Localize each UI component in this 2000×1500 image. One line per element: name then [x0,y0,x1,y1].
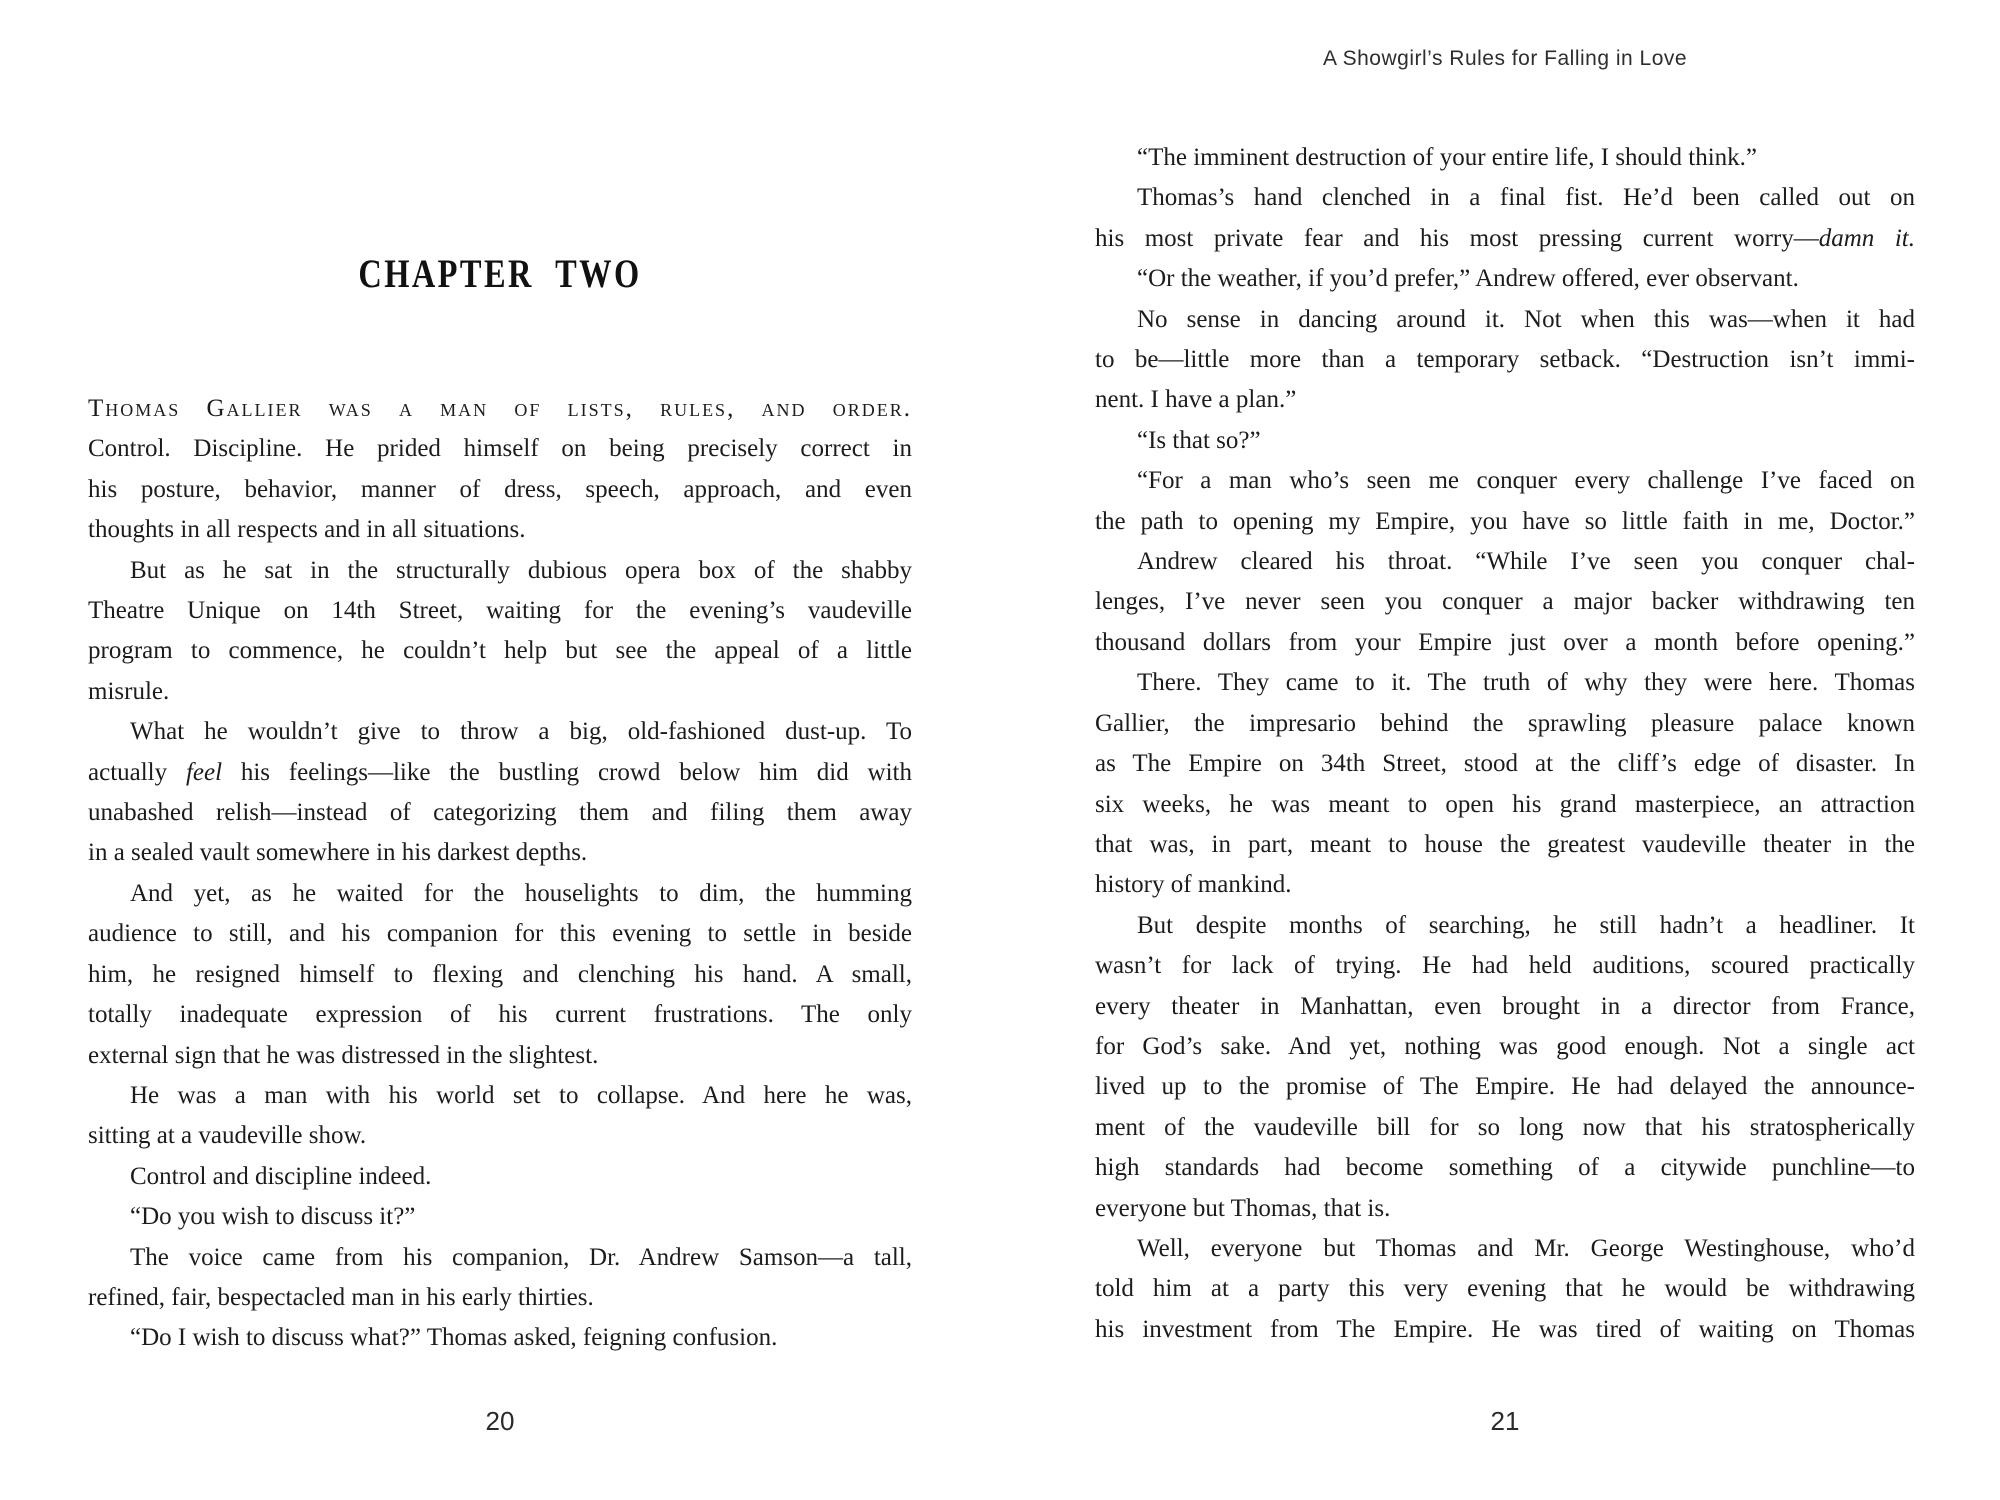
text-line: The voice came from his companion, Dr. Andrew Samson—a tall, [130,1243,912,1271]
text-line: But as he sat in the structurally dubious opera box of the shabby [130,556,912,584]
text-line: told him at a party this very evening that he would be withdrawing [1095,1275,1915,1303]
text-line: that was, in part, meant to house the greatest vaudeville theater in the [1095,830,1915,858]
running-head: A Showgirl’s Rules for Falling in Love [1322,47,1688,70]
text-line: And yet, as he waited for the houselights to dim, the humming [130,879,912,907]
text-line: “Is that so?” [1137,426,1261,454]
text-line: the path to opening my Empire, you have so little faith in me, Doctor.” [1095,507,1915,535]
right-page-number: 21 [1490,1406,1520,1436]
text-line: There. They came to it. The truth of why they were here. Thomas [1137,669,1915,697]
text-line: Control. Discipline. He prided himself on being precisely correct in [88,435,912,463]
text-line: in a sealed vault somewhere in his darkest depths. [88,839,588,867]
text-line: program to commence, he couldn’t help but see the appeal of a little [88,637,912,665]
text-line: his most private fear and his most pressing current worry—damn it. [1095,224,1915,252]
text-line: lenges, I’ve never seen you conquer a major backer withdrawing ten [1095,588,1915,616]
text-line: “Do I wish to discuss what?” Thomas asked, feigning confusion. [130,1324,778,1352]
text-line: ment of the vaudeville bill for so long now that his stratospherically [1095,1113,1915,1141]
text-line: to be—little more than a temporary setback. “Destruction isn’t immi- [1095,346,1915,374]
text-line: What he wouldn’t give to throw a big, old-fashioned dust-up. To [130,718,912,746]
text-line: “Do you wish to discuss it?” [130,1203,416,1231]
text-line: Thomas’s hand clenched in a final fist. He’d been called out on [1137,184,1915,212]
text-line: history of mankind. [1095,871,1292,899]
text-line: everyone but Thomas, that is. [1095,1194,1391,1222]
page-right [1000,0,2000,1500]
text-line: nent. I have a plan.” [1095,386,1297,414]
text-line: him, he resigned himself to flexing and clenching his hand. A small, [88,960,912,988]
text-line: unabashed relish—instead of categorizing them and filing them away [88,799,912,827]
text-line: But despite months of searching, he still hadn’t a headliner. It [1137,911,1915,939]
chapter-heading: CHAPTER TWO [358,251,642,296]
text-line: audience to still, and his companion for this evening to settle in beside [88,920,912,948]
text-line: thoughts in all respects and in all situations. [88,516,526,544]
text-line: every theater in Manhattan, even brought in a director from France, [1095,992,1915,1020]
text-line: as The Empire on 34th Street, stood at the cliff’s edge of disaster. In [1095,750,1915,778]
text-line: “The imminent destruction of your entire life, I should think.” [1137,144,1757,171]
text-line: lived up to the promise of The Empire. He had delayed the announce- [1095,1073,1915,1101]
text-line: sitting at a vaudeville show. [88,1122,367,1150]
text-line: No sense in dancing around it. Not when this was—when it had [1137,305,1915,333]
text-line: Thomas Gallier was a man of lists, rules, and order. [88,395,912,422]
text-line: He was a man with his world set to collapse. And here he was, [130,1081,912,1109]
text-line: external sign that he was distressed in the slightest. [88,1041,599,1069]
left-page-number: 20 [485,1406,515,1436]
text-line: six weeks, he was meant to open his grand masterpiece, an attraction [1095,790,1915,818]
text-line: high standards had become something of a citywide punchline—to [1095,1154,1915,1182]
right-page-body-text [1095,138,1915,1350]
text-line: Andrew cleared his throat. “While I’ve seen you conquer chal- [1137,548,1915,576]
text-line: “Or the weather, if you’d prefer,” Andrew offered, ever observant. [1137,265,1799,293]
text-line: misrule. [88,677,170,705]
text-line: totally inadequate expression of his current frustrations. The only [88,1001,912,1029]
text-line: refined, fair, bespectacled man in his early thirties. [88,1283,594,1311]
text-line: “For a man who’s seen me conquer every challenge I’ve faced on [1137,467,1915,495]
text-line: Control and discipline indeed. [130,1162,432,1190]
left-page-body-text [88,389,912,1359]
text-line: wasn’t for lack of trying. He had held auditions, scoured practically [1095,952,1915,980]
text-line: thousand dollars from your Empire just over a month before opening.” [1095,628,1915,656]
text-line: his posture, behavior, manner of dress, speech, approach, and even [88,475,912,503]
text-line: his investment from The Empire. He was tired of waiting on Thomas [1095,1315,1915,1343]
text-line: for God’s sake. And yet, nothing was good enough. Not a single act [1095,1032,1915,1060]
text-line: actually feel his feelings—like the bustling crowd below him did with [88,758,912,786]
text-line: Gallier, the impresario behind the sprawling pleasure palace known [1095,709,1915,737]
text-line: Well, everyone but Thomas and Mr. George Westinghouse, who’d [1137,1234,1915,1262]
text-line: Theatre Unique on 14th Street, waiting for the evening’s vaudeville [88,597,912,625]
